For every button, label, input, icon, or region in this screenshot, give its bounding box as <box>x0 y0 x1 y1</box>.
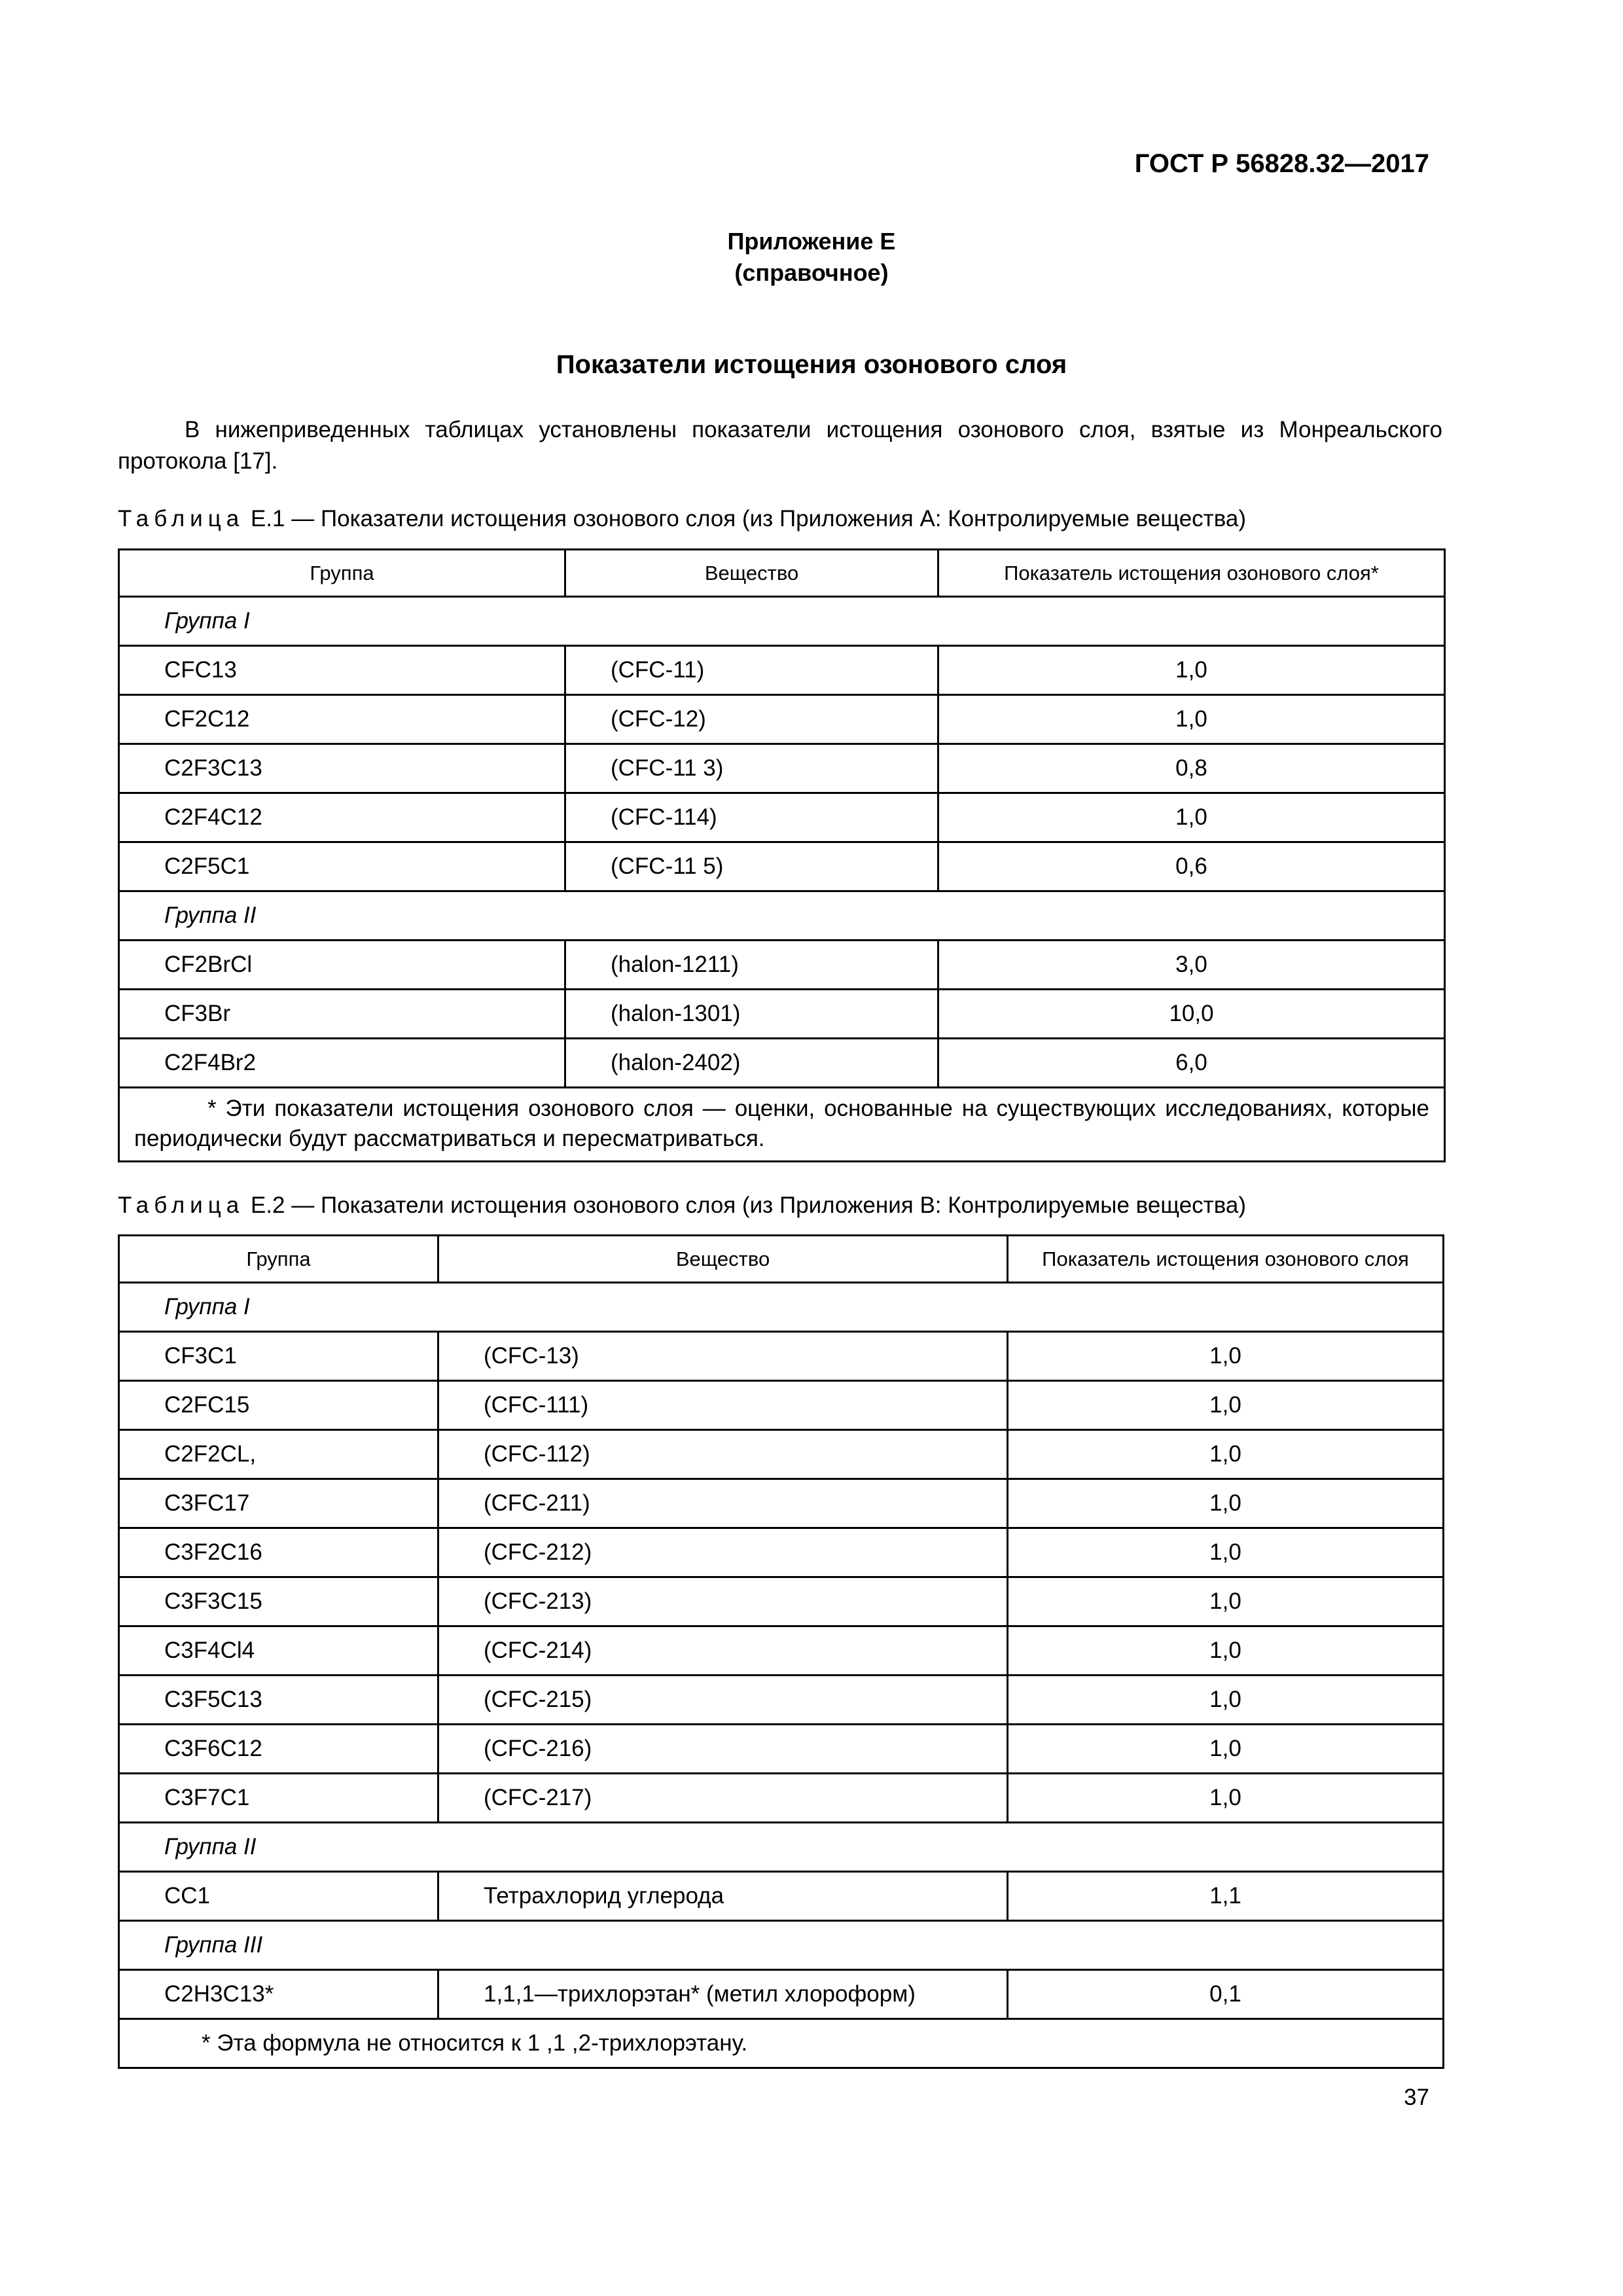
formula-cell: CF3Br <box>119 990 565 1039</box>
table-row <box>119 1676 1444 1725</box>
formula-cell: C3F2C16 <box>119 1528 438 1577</box>
substance-cell: (CFC-217) <box>438 1774 1008 1823</box>
formula-cell: C2F3C13 <box>119 744 565 793</box>
table1-caption-text: Е.1 — Показатели истощения озонового слоя (из Приложения А: Контролируемые вещества) <box>244 506 1247 531</box>
formula-cell: C2F2CL, <box>119 1430 438 1479</box>
annex-title: Приложение Е <box>727 228 896 255</box>
odp-cell: 1,0 <box>1008 1676 1444 1725</box>
substance-cell: 1,1,1—трихлорэтан* (метил хлороформ) <box>438 1970 1008 2019</box>
table1-caption <box>118 506 1246 532</box>
odp-cell: 1,0 <box>1008 1479 1444 1528</box>
table1 <box>118 548 1446 1162</box>
table-row <box>119 1872 1444 1921</box>
odp-cell: 1,0 <box>1008 1332 1444 1381</box>
substance-cell: (halon-1301) <box>565 990 938 1039</box>
substance-cell: Тетрахлорид углерода <box>438 1872 1008 1921</box>
odp-cell: 1,0 <box>938 695 1445 744</box>
document-id: ГОСТ Р 56828.32—2017 <box>1134 149 1429 178</box>
formula-cell: C3F3C15 <box>119 1577 438 1626</box>
table1-group-name: Группа I <box>119 597 1445 646</box>
substance-cell: (CFC-13) <box>438 1332 1008 1381</box>
substance-cell: (CFC-11) <box>565 646 938 695</box>
table-row <box>119 1577 1444 1626</box>
odp-cell: 0,6 <box>938 842 1445 891</box>
table-row <box>119 1725 1444 1774</box>
table-row <box>119 1774 1444 1823</box>
substance-cell: (CFC-114) <box>565 793 938 842</box>
table2-header-odp: Показатель истощения озонового слоя <box>1008 1236 1444 1283</box>
substance-cell: (CFC-215) <box>438 1676 1008 1725</box>
formula-cell: C2F5C1 <box>119 842 565 891</box>
table1-group-row <box>119 891 1445 941</box>
table-row <box>119 744 1445 793</box>
formula-cell: C2FC15 <box>119 1381 438 1430</box>
table-row <box>119 1970 1444 2019</box>
table-row <box>119 941 1445 990</box>
odp-cell: 0,1 <box>1008 1970 1444 2019</box>
substance-cell: (CFC-211) <box>438 1479 1008 1528</box>
table2-header-group: Группа <box>119 1236 438 1283</box>
table2-header-substance: Вещество <box>438 1236 1008 1283</box>
table2-group-name: Группа II <box>119 1823 1444 1872</box>
table2-group-row <box>119 1283 1444 1332</box>
table1-group-name: Группа II <box>119 891 1445 941</box>
table-row <box>119 990 1445 1039</box>
substance-cell: (CFC-216) <box>438 1725 1008 1774</box>
odp-cell: 1,0 <box>938 793 1445 842</box>
table2-group-name: Группа I <box>119 1283 1444 1332</box>
table2 <box>118 1234 1444 2069</box>
odp-cell: 1,0 <box>1008 1381 1444 1430</box>
odp-cell: 1,0 <box>1008 1725 1444 1774</box>
table1-group-row <box>119 597 1445 646</box>
table1-note-row <box>119 1088 1445 1162</box>
table2-group-row <box>119 1823 1444 1872</box>
formula-cell: C3F7C1 <box>119 1774 438 1823</box>
odp-cell: 1,0 <box>1008 1430 1444 1479</box>
odp-cell: 0,8 <box>938 744 1445 793</box>
formula-cell: C3F6C12 <box>119 1725 438 1774</box>
substance-cell: (CFC-112) <box>438 1430 1008 1479</box>
odp-cell: 1,0 <box>1008 1626 1444 1676</box>
odp-cell: 6,0 <box>938 1039 1445 1088</box>
table-row <box>119 1332 1444 1381</box>
table-row <box>119 1626 1444 1676</box>
substance-cell: (CFC-213) <box>438 1577 1008 1626</box>
table2-caption <box>118 1193 1246 1219</box>
table1-header-substance: Вещество <box>565 550 938 597</box>
table2-caption-text: Е.2 — Показатели истощения озонового слоя (из Приложения В: Контролируемые вещества) <box>244 1193 1247 1218</box>
odp-cell: 1,0 <box>1008 1577 1444 1626</box>
table-row <box>119 1039 1445 1088</box>
formula-cell: C2F4Br2 <box>119 1039 565 1088</box>
annex-kind: (справочное) <box>734 259 889 286</box>
formula-cell: CF2C12 <box>119 695 565 744</box>
table2-group-row <box>119 1921 1444 1970</box>
odp-cell: 10,0 <box>938 990 1445 1039</box>
formula-cell: C2F4C12 <box>119 793 565 842</box>
table-row <box>119 842 1445 891</box>
substance-cell: (halon-2402) <box>565 1039 938 1088</box>
section-title: Показатели истощения озонового слоя <box>556 350 1067 379</box>
substance-cell: (CFC-111) <box>438 1381 1008 1430</box>
table-row <box>119 695 1445 744</box>
table-row <box>119 1479 1444 1528</box>
page-number: 37 <box>1404 2085 1429 2110</box>
formula-cell: CF2BrCl <box>119 941 565 990</box>
table2-group-name: Группа III <box>119 1921 1444 1970</box>
odp-cell: 1,0 <box>1008 1774 1444 1823</box>
annex-heading <box>0 226 1623 289</box>
odp-cell: 1,0 <box>1008 1528 1444 1577</box>
table2-caption-label: Таблица <box>118 1193 245 1218</box>
table1-header-row <box>119 550 1445 597</box>
table1-header-odp: Показатель истощения озонового слоя* <box>938 550 1445 597</box>
table-row <box>119 646 1445 695</box>
substance-cell: (CFC-11 5) <box>565 842 938 891</box>
table2-footnote: * Эта формула не относится к 1 ,1 ,2-трихлорэтану. <box>119 2019 1444 2068</box>
table-row <box>119 1528 1444 1577</box>
table-row <box>119 1381 1444 1430</box>
formula-cell: C3F5C13 <box>119 1676 438 1725</box>
substance-cell: (CFC-11 3) <box>565 744 938 793</box>
substance-cell: (CFC-214) <box>438 1626 1008 1676</box>
formula-cell: C3FC17 <box>119 1479 438 1528</box>
table1-footnote: * Эти показатели истощения озонового слоя — оценки, основанные на существующих исследованиях, которые периодически будут рассматриваться и пересматриваться. <box>119 1088 1445 1162</box>
formula-cell: CF3C1 <box>119 1332 438 1381</box>
formula-cell: CFC13 <box>119 646 565 695</box>
table1-header-group: Группа <box>119 550 565 597</box>
formula-cell: C3F4Cl4 <box>119 1626 438 1676</box>
intro-paragraph: В нижеприведенных таблицах установлены показатели истощения озонового слоя, взятые из Монреальского протокола [17]. <box>118 417 1442 474</box>
table-row <box>119 793 1445 842</box>
table2-header-row <box>119 1236 1444 1283</box>
odp-cell: 1,1 <box>1008 1872 1444 1921</box>
substance-cell: (CFC-12) <box>565 695 938 744</box>
odp-cell: 1,0 <box>938 646 1445 695</box>
table2-note-row <box>119 2019 1444 2068</box>
substance-cell: (halon-1211) <box>565 941 938 990</box>
formula-cell: CC1 <box>119 1872 438 1921</box>
odp-cell: 3,0 <box>938 941 1445 990</box>
table-row <box>119 1430 1444 1479</box>
substance-cell: (CFC-212) <box>438 1528 1008 1577</box>
formula-cell: C2H3C13* <box>119 1970 438 2019</box>
table1-caption-label: Таблица <box>118 506 245 531</box>
